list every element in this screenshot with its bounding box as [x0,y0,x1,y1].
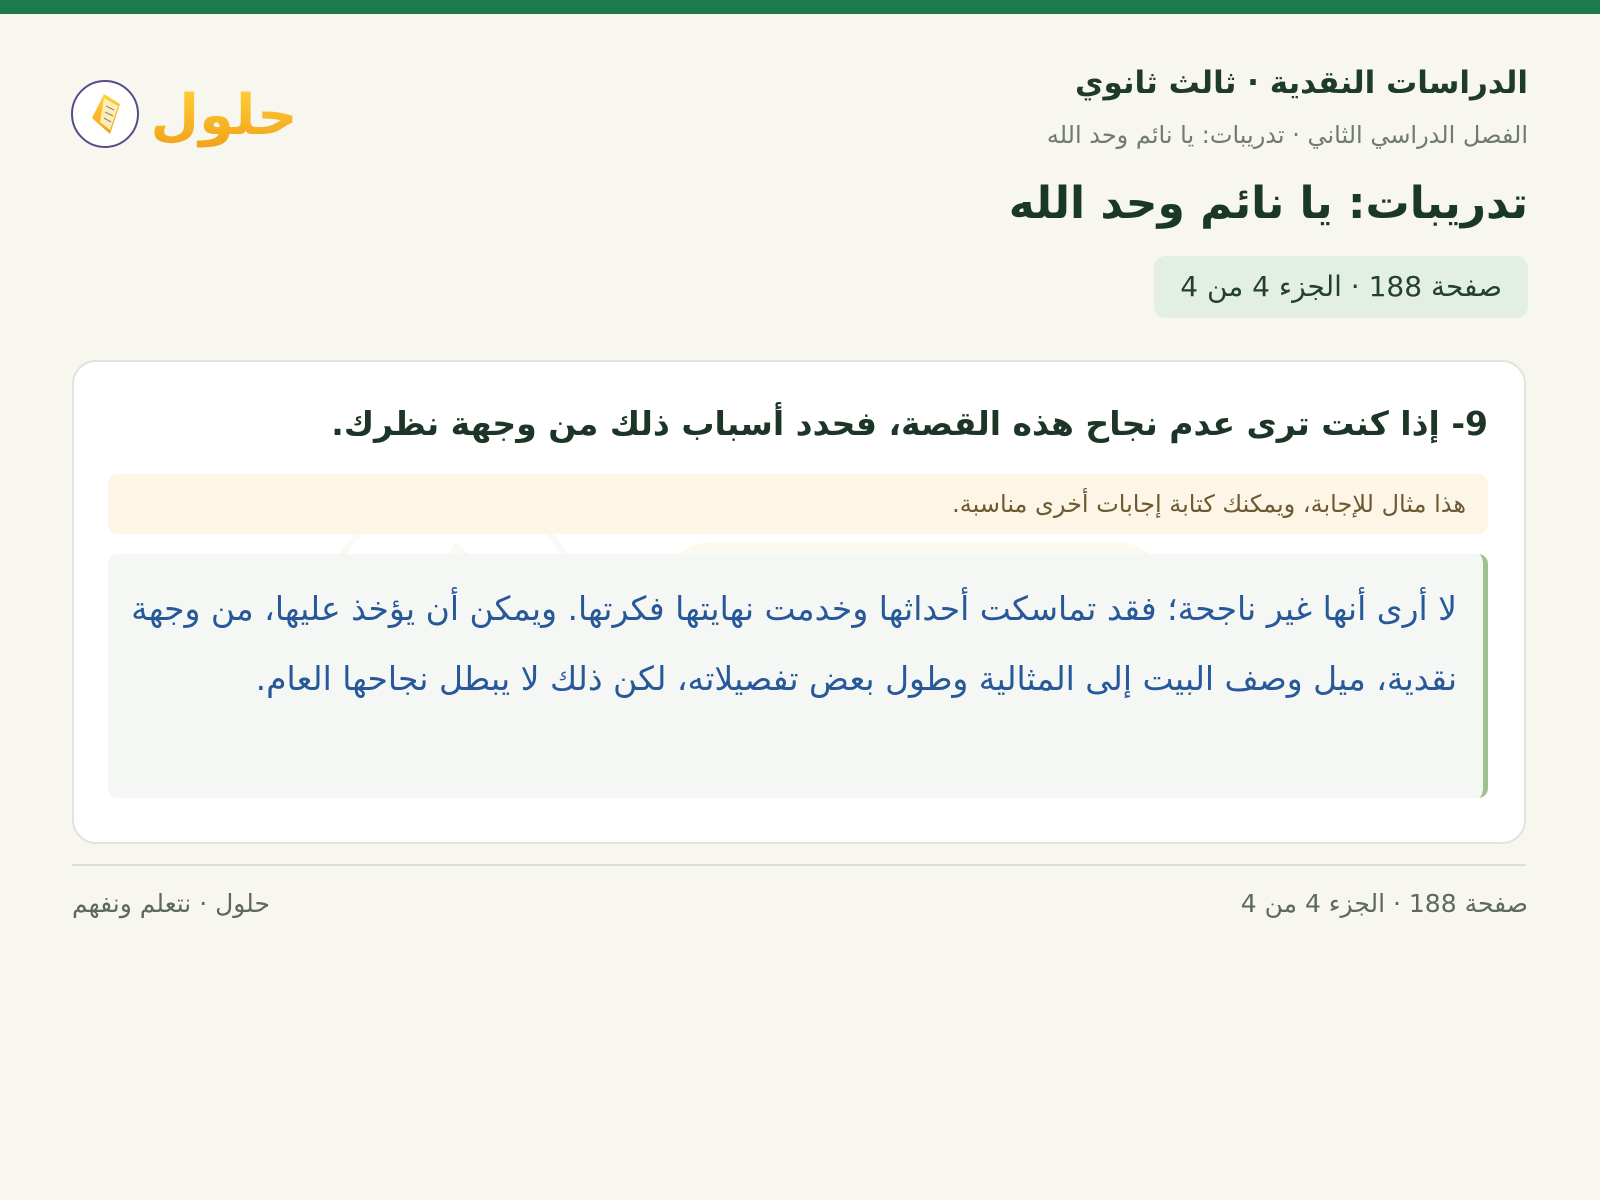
top-accent-bar [0,0,1600,14]
page-header [528,60,1528,318]
footer-brand: حلول · نتعلم ونفهم [72,889,270,918]
breadcrumb: الفصل الدراسي الثاني · تدريبات: يا نائم وحد الله [1046,121,1528,149]
question-text: 9- إذا كنت ترى عدم نجاح هذه القصة، فحدد أسباب ذلك من وجهة نظرك. [331,404,1488,443]
footer-page-info: صفحة 188 · الجزء 4 من 4 [1240,889,1528,918]
course-title: الدراسات النقدية · ثالث ثانوي [1075,65,1528,101]
answer-note: هذا مثال للإجابة، ويمكنك كتابة إجابات أخرى مناسبة. [108,474,1488,534]
logo-text: حلول [150,83,298,148]
footer-divider [72,864,1526,866]
page-title: تدريبات: يا نائم وحد الله [1008,178,1528,229]
answer-text: لا أرى أنها غير ناجحة؛ فقد تماسكت أحداثها وخدمت نهايتها فكرتها. ويمكن أن يؤخذ عليها، من وجهة نقدية، ميل وصف البيت إلى المثالية وطول بعض تفصيلاته، لكن ذلك لا يبطل نجاحها العام. [108,554,1488,798]
page-badge: صفحة 188 · الجزء 4 من 4 [1154,256,1528,318]
question-card [72,360,1526,844]
logo-wordmark [144,68,300,158]
brand-logo[interactable] [70,68,300,158]
page [0,14,1600,1200]
